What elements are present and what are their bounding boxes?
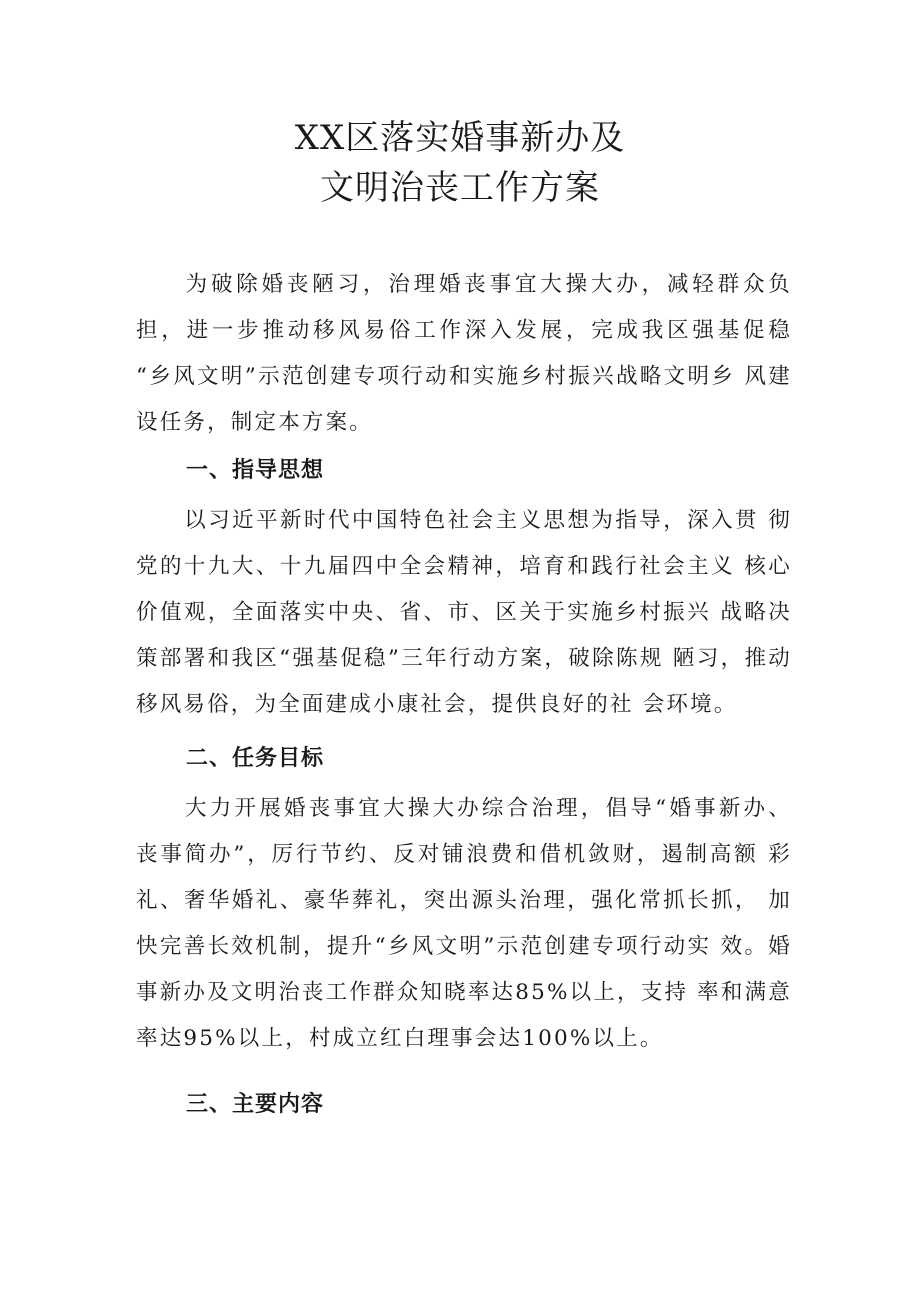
section2-text: 大力开展婚丧事宜大操大办综合治理，倡导“婚事新办、 丧事简办”，厉行节约、反对铺浪费和借机敛财，遏制高额 彩礼、奢华婚礼、豪华葬礼，突出源头治理，强化常抓长抓， 加快完善长效机制，提升“乡风文明”示范创建专项行动实 效。婚事新办及文明治丧工作群众知晓率达85%以上，支持 率和满意率达95%以上，村成立红白理事会达100%以上。	[136, 796, 792, 1051]
section1-text: 以习近平新时代中国特色社会主义思想为指导，深入贯 彻党的十九大、十九届四中全会精神，培育和践行社会主义 核心价值观，全面落实中央、省、市、区关于实施乡村振兴 战略决策部署和我区“强基促稳”三年行动方案，破除陈规 陋习，推动移风易俗，为全面建成小康社会，提供良好的社 会环境。	[136, 508, 792, 717]
document-title-line2: 文明治丧工作方案	[320, 168, 600, 208]
section1-heading: 一、指导思想	[186, 458, 325, 483]
section3-heading: 三、主要内容	[186, 1092, 325, 1117]
section2-paragraph	[136, 786, 792, 1062]
section1-paragraph	[136, 498, 792, 728]
document-title-line1: XX区落实婚事新办及	[294, 118, 626, 158]
intro-text: 为破除婚丧陋习，治理婚丧事宜大操大办，减轻群众负 担，进一步推动移风易俗工作深入发展，完成我区强基促稳 “乡风文明”示范创建专项行动和实施乡村振兴战略文明乡 风建设任务，制定本方案。	[136, 272, 792, 435]
intro-paragraph	[136, 262, 792, 446]
section2-heading: 二、任务目标	[186, 746, 325, 771]
